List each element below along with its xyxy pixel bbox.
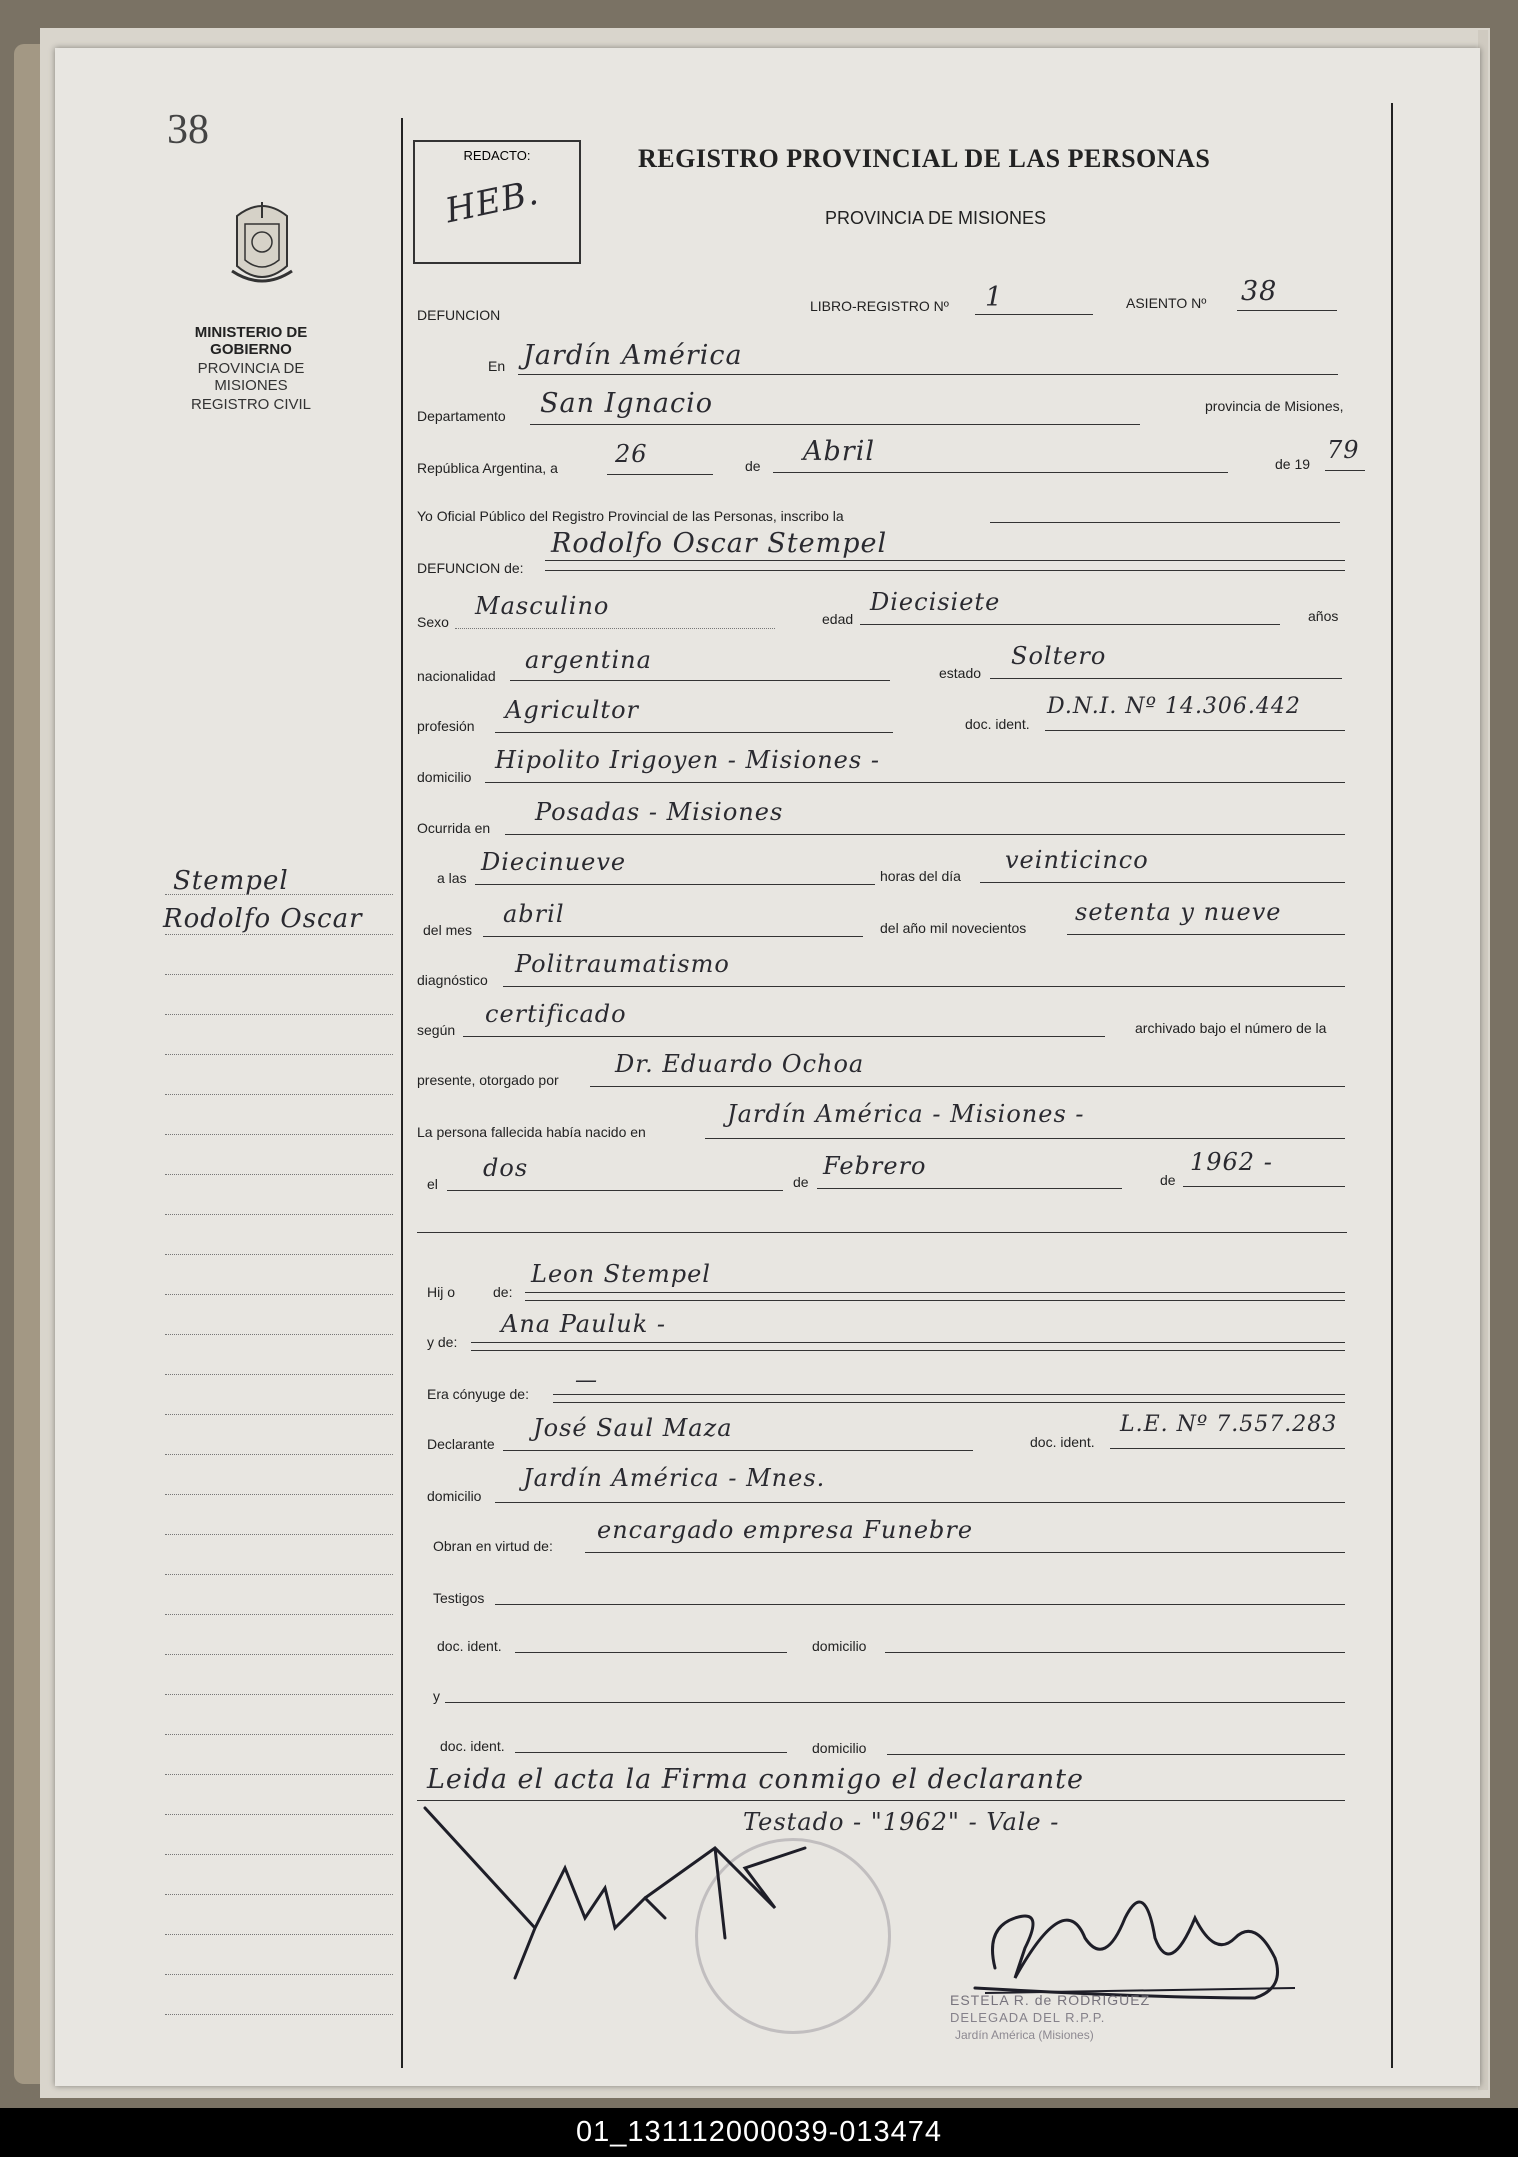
declarante-label: Declarante <box>427 1436 495 1452</box>
estado-line <box>990 678 1342 679</box>
declarante-doc-line <box>1110 1448 1345 1449</box>
testado-text: Testado - "1962" - Vale - <box>743 1808 1060 1836</box>
nacionalidad-line <box>510 680 890 681</box>
declarante-line <box>503 1450 973 1451</box>
domicilio-label: domicilio <box>417 769 472 785</box>
madre-value: Ana Pauluk - <box>501 1310 666 1338</box>
hijo-label: Hij o <box>427 1284 456 1300</box>
yo-oficial-line <box>990 522 1340 523</box>
departamento-label: Departamento <box>417 408 506 424</box>
domicilio2-line <box>495 1502 1345 1503</box>
obran-line <box>585 1552 1345 1553</box>
anos-label: años <box>1308 608 1339 624</box>
hijo-de-label: de: <box>493 1284 513 1300</box>
en-label: En <box>488 358 506 374</box>
y-de-label: y de: <box>427 1334 458 1350</box>
libro-value: 1 <box>985 282 1004 313</box>
conyuge-line <box>553 1394 1345 1395</box>
redacto-label: REDACTO: <box>463 148 531 163</box>
redacto-initials: HEB. <box>441 172 543 232</box>
sexo-label: Sexo <box>417 614 449 630</box>
conyuge-label: Era cónyuge de: <box>427 1386 529 1402</box>
de2-label: de <box>793 1174 809 1190</box>
dia-texto-value: veinticinco <box>1005 846 1149 874</box>
testigo2-line <box>445 1702 1345 1703</box>
del-ano-label: del año mil novecientos <box>880 920 1027 936</box>
dia-line <box>607 474 713 475</box>
testigos-line <box>495 1604 1345 1605</box>
doc-ident-line <box>1045 730 1345 731</box>
presente-line <box>590 1086 1345 1087</box>
testigo2-doc-line <box>515 1752 787 1753</box>
provincia-label: provincia de Misiones, <box>1205 398 1344 414</box>
stamp-line-2: DELEGADA DEL R.P.P. <box>950 2010 1106 2025</box>
y-label: y <box>433 1688 440 1704</box>
redacto-box <box>413 140 581 264</box>
defuncion-de-line <box>545 560 1345 561</box>
mes-texto-value: abril <box>503 900 565 928</box>
nac-ano-line <box>1183 1186 1345 1187</box>
defuncion-de-line-2 <box>545 570 1345 571</box>
officer-signature <box>955 1848 1315 2008</box>
diagnostico-label: diagnóstico <box>417 972 488 988</box>
de-label: de <box>745 458 761 474</box>
testigo1-doc-line <box>515 1652 787 1653</box>
estado-label: estado <box>939 665 982 681</box>
libro-line <box>975 314 1093 315</box>
nac-dia-value: dos <box>483 1154 529 1182</box>
registry-title: REGISTRO PROVINCIAL DE LAS PERSONAS <box>638 144 1211 173</box>
hora-value: Diecinueve <box>481 848 627 876</box>
image-id-footer: 01_131112000039-013474 <box>0 2108 1518 2157</box>
nombre-value: Rodolfo Oscar Stempel <box>551 528 888 559</box>
diagnostico-value: Politraumatismo <box>515 950 730 978</box>
segun-line <box>463 1036 1105 1037</box>
horas-del-dia-label: horas del día <box>880 868 961 884</box>
asiento-value: 38 <box>1241 276 1278 307</box>
declarant-signature <box>415 1788 835 2008</box>
column-divider-left <box>401 118 403 2068</box>
padre-line-2 <box>525 1300 1345 1301</box>
del-mes-label: del mes <box>423 922 473 938</box>
madre-line-2 <box>471 1350 1345 1351</box>
conyuge-line-2 <box>553 1402 1345 1403</box>
profesion-label: profesión <box>417 718 475 734</box>
nac-mes-value: Febrero <box>823 1152 927 1180</box>
ocurrida-value: Posadas - Misiones <box>535 798 784 826</box>
ministry-label: MINISTERIO DE GOBIERNO <box>194 324 308 358</box>
testigo2-domicilio-line <box>887 1754 1345 1755</box>
padre-value: Leon Stempel <box>531 1260 711 1288</box>
margin-note-surname: Stempel <box>173 866 289 896</box>
ano-texto-value: setenta y nueve <box>1075 898 1282 926</box>
departamento-line <box>530 424 1140 425</box>
nacido-en-label: La persona fallecida había nacido en <box>417 1124 646 1140</box>
sexo-line <box>455 628 775 629</box>
register-page <box>55 48 1480 2086</box>
ocurrida-line <box>505 834 1345 835</box>
registry-subtitle: PROVINCIA DE MISIONES <box>825 208 1047 228</box>
archivado-label: archivado bajo el número de la <box>1135 1020 1327 1036</box>
presente-label: presente, otorgado por <box>417 1072 559 1088</box>
sexo-value: Masculino <box>475 592 610 620</box>
doc-ident-value: D.N.I. Nº 14.306.442 <box>1047 694 1301 719</box>
testigos-label: Testigos <box>433 1590 485 1606</box>
estado-value: Soltero <box>1011 642 1107 670</box>
padre-line <box>525 1292 1345 1293</box>
profesion-line <box>495 732 893 733</box>
profesion-value: Agricultor <box>505 696 639 724</box>
ocurrida-label: Ocurrida en <box>417 820 491 836</box>
blank-line <box>417 1232 1347 1233</box>
ano-line <box>1325 470 1365 471</box>
mes-line <box>773 472 1228 473</box>
nacionalidad-label: nacionalidad <box>417 668 496 684</box>
declarante-doc-value: L.E. Nº 7.557.283 <box>1120 1412 1338 1437</box>
domicilio3-label: domicilio <box>812 1638 867 1654</box>
nac-mes-line <box>817 1188 1122 1189</box>
defuncion-header: DEFUNCION <box>417 307 501 323</box>
stamp-line-1: ESTELA R. de RODRIGUEZ <box>950 1992 1151 2008</box>
de3-label: de <box>1160 1172 1176 1188</box>
diagnostico-line <box>503 986 1345 987</box>
nac-ano-value: 1962 - <box>1190 1148 1273 1176</box>
edad-value: Diecisiete <box>870 588 1001 616</box>
en-line <box>518 374 1338 375</box>
edad-label: edad <box>822 611 854 627</box>
ano-value: 79 <box>1327 436 1360 464</box>
a-las-label: a las <box>437 870 467 886</box>
de-19-label: de 19 <box>1275 456 1311 472</box>
asiento-label: ASIENTO Nº <box>1126 295 1207 311</box>
testigo1-domicilio-line <box>885 1652 1345 1653</box>
mes-value: Abril <box>803 436 875 467</box>
page-number: 38 <box>167 107 209 153</box>
province-label: PROVINCIA DE MISIONES <box>197 360 305 394</box>
stamp-line-3: Jardín América (Misiones) <box>955 2028 1094 2042</box>
obran-label: Obran en virtud de: <box>433 1538 553 1554</box>
segun-label: según <box>417 1022 456 1038</box>
registry-label: REGISTRO CIVIL <box>190 396 312 413</box>
ano-texto-line <box>1067 934 1345 935</box>
domicilio2-label: domicilio <box>427 1488 482 1504</box>
conyuge-value: — <box>575 1368 598 1393</box>
nacionalidad-value: argentina <box>525 646 652 674</box>
nac-dia-line <box>447 1190 783 1191</box>
nacido-en-line <box>705 1138 1345 1139</box>
yo-oficial-label: Yo Oficial Público del Registro Provincial de las Personas, inscribo la <box>417 508 844 524</box>
doc-ident3-label: doc. ident. <box>437 1638 502 1654</box>
doc-ident-label: doc. ident. <box>965 716 1030 732</box>
a-las-line <box>475 884 875 885</box>
otorgado-value: Dr. Eduardo Ochoa <box>615 1050 865 1078</box>
madre-line <box>471 1342 1345 1343</box>
edad-line <box>860 624 1280 625</box>
defuncion-de-label: DEFUNCION de: <box>417 560 524 576</box>
column-divider-right <box>1391 103 1393 2068</box>
domicilio4-label: domicilio <box>812 1740 867 1756</box>
coat-of-arms-icon <box>227 196 297 294</box>
dia-value: 26 <box>615 440 648 468</box>
doc-ident2-label: doc. ident. <box>1030 1434 1095 1450</box>
lugar-value: Jardín América <box>523 340 743 371</box>
departamento-value: San Ignacio <box>540 388 714 419</box>
domicilio-line <box>485 782 1345 783</box>
margin-note-name: Rodolfo Oscar <box>163 904 363 934</box>
declarante-value: José Saul Maza <box>533 1414 733 1442</box>
segun-value: certificado <box>485 1000 627 1028</box>
cierre-text: Leida el acta la Firma conmigo el declarante <box>427 1764 1084 1795</box>
el-label: el <box>427 1176 438 1192</box>
domicilio-value: Hipolito Irigoyen - Misiones - <box>495 746 880 774</box>
dia-texto-line <box>980 882 1345 883</box>
libro-label: LIBRO-REGISTRO Nº <box>810 298 949 314</box>
nacido-en-value: Jardín América - Misiones - <box>727 1100 1085 1128</box>
del-mes-line <box>483 936 863 937</box>
obran-value: encargado empresa Funebre <box>597 1516 974 1544</box>
republica-label: República Argentina, a <box>417 460 558 476</box>
declarante-domicilio-value: Jardín América - Mnes. <box>523 1464 826 1492</box>
doc-ident4-label: doc. ident. <box>440 1738 505 1754</box>
asiento-line <box>1237 310 1337 311</box>
